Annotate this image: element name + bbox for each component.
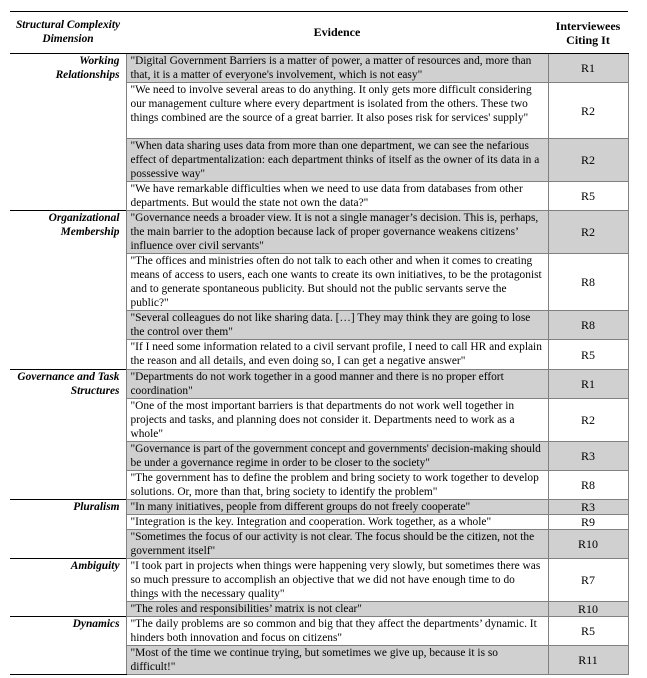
table-row [10, 370, 628, 399]
respondent-cell: R5 [548, 182, 628, 211]
table-row [10, 617, 628, 646]
evidence-cell: "When data sharing uses data from more than one department, we can see the nefarious effect of departmentalization: each department thinks of itself as the owner of its data in a possessive way" [126, 139, 548, 182]
evidence-cell: "If I need some information related to a civil servant profile, I need to call HR and explain the reason and all details, and even doing so, I can get a negative answer" [126, 340, 548, 370]
evidence-cell: "One of the most important barriers is that departments do not work well together in projects and tasks, and planning does not consider it. Departments need to work as a whole" [126, 399, 548, 442]
dimension-organizational-membership: Organizational Membership [10, 211, 126, 370]
evidence-cell: "In many initiatives, people from different groups do not freely cooperate" [126, 500, 548, 515]
respondent-cell: R8 [548, 471, 628, 500]
respondent-cell: R8 [548, 311, 628, 340]
evidence-cell: "Governance is part of the government concept and governments' decision-making should be under a governance regime in order to be closer to the society" [126, 442, 548, 471]
evidence-cell: "Departments do not work together in a good manner and there is no proper effort coordination" [126, 370, 548, 399]
dimension-dynamics: Dynamics [10, 617, 126, 675]
evidence-cell: "The daily problems are so common and big that they affect the departments’ dynamic. It hinders both innovation and focus on citizens" [126, 617, 548, 646]
evidence-cell: "The offices and ministries often do not talk to each other and when it comes to creating means of access to users, each one wants to create its own initiatives, to be the protagonist and to generate spontaneous publicity. But should not the public servants serve the public?" [126, 254, 548, 311]
respondent-cell: R1 [548, 54, 628, 83]
evidence-cell: "Most of the time we continue trying, but sometimes we give up, because it is so difficult!" [126, 646, 548, 675]
table-row [10, 54, 628, 83]
respondent-cell: R5 [548, 617, 628, 646]
respondent-cell: R11 [548, 646, 628, 675]
dimension-ambiguity: Ambiguity [10, 559, 126, 617]
respondent-cell: R5 [548, 340, 628, 370]
evidence-cell: "Digital Government Barriers is a matter of power, a matter of resources and, more than that, it is a matter of everyone's involvement, which is not easy" [126, 54, 548, 83]
evidence-table [10, 11, 629, 675]
respondent-cell: R2 [548, 211, 628, 254]
evidence-cell: "We have remarkable difficulties when we need to use data from databases from other departments. But would the state not own the data?" [126, 182, 548, 211]
header-dimension: Structural Complexity Dimension [10, 12, 126, 54]
header-respondents: Interviewees Citing It [548, 12, 628, 54]
evidence-cell: "We need to involve several areas to do anything. It only gets more difficult considering our management culture where every department is isolated from the others. These two things combined are the source of a great barrier. It also poses risk for services' supply" [126, 83, 548, 139]
evidence-cell: "The government has to define the problem and bring society to work together to develop solutions. Or, more than that, bring society to identify the problem" [126, 471, 548, 500]
dimension-working-relationships: Working Relationships [10, 54, 126, 211]
respondent-cell: R9 [548, 515, 628, 530]
header-row [10, 12, 628, 54]
evidence-cell: "Several colleagues do not like sharing data. […] They may think they are going to lose the control over them" [126, 311, 548, 340]
table-row [10, 211, 628, 254]
respondent-cell: R2 [548, 139, 628, 182]
respondent-cell: R8 [548, 254, 628, 311]
table-row [10, 559, 628, 602]
evidence-cell: "The roles and responsibilities’ matrix is not clear" [126, 602, 548, 617]
evidence-cell: "Integration is the key. Integration and cooperation. Work together, as a whole" [126, 515, 548, 530]
respondent-cell: R2 [548, 399, 628, 442]
dimension-governance-task-structures: Governance and Task Structures [10, 370, 126, 500]
respondent-cell: R1 [548, 370, 628, 399]
evidence-cell: "I took part in projects when things were happening very slowly, but sometimes there was so much pressure to accomplish an objective that we did not have enough time to do things with the necessary quality" [126, 559, 548, 602]
respondent-cell: R7 [548, 559, 628, 602]
table-row [10, 500, 628, 515]
dimension-pluralism: Pluralism [10, 500, 126, 559]
respondent-cell: R10 [548, 530, 628, 559]
respondent-cell: R2 [548, 83, 628, 139]
evidence-cell: "Governance needs a broader view. It is not a single manager’s decision. This is, perhaps, the main barrier to the adoption because lack of proper governance weakens citizens’ influence over civil servants" [126, 211, 548, 254]
header-evidence: Evidence [126, 12, 548, 54]
respondent-cell: R10 [548, 602, 628, 617]
respondent-cell: R3 [548, 500, 628, 515]
respondent-cell: R3 [548, 442, 628, 471]
evidence-cell: "Sometimes the focus of our activity is not clear. The focus should be the citizen, not the government itself" [126, 530, 548, 559]
